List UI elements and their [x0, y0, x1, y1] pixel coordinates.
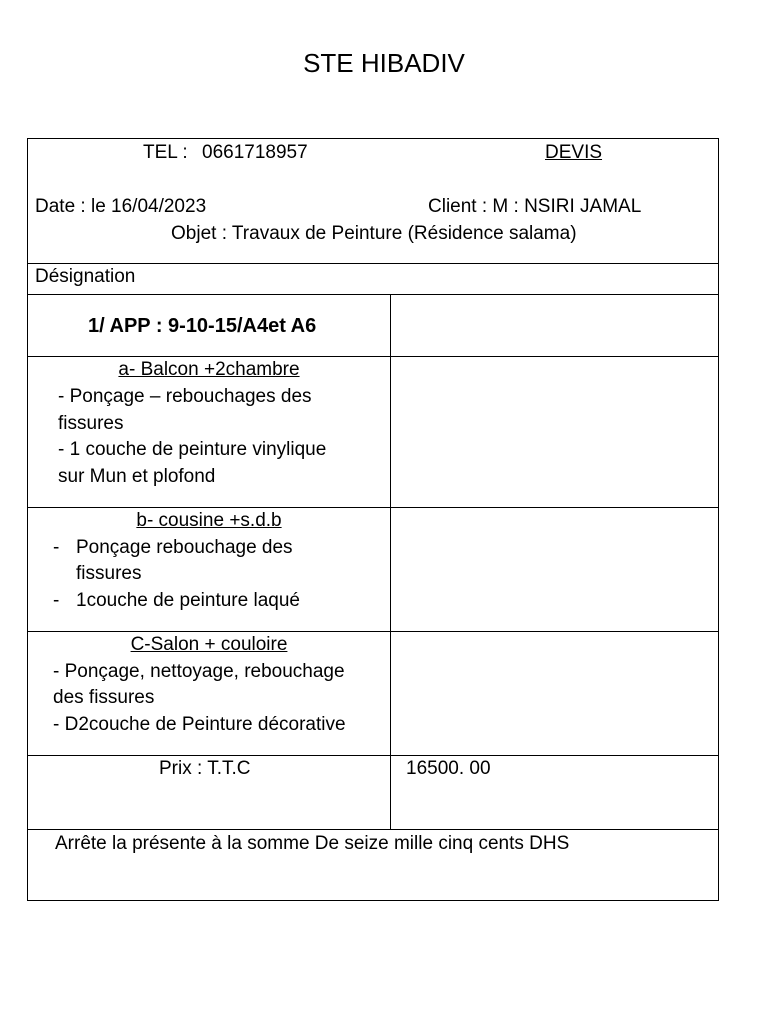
tel-value: 0661718957: [202, 142, 308, 163]
section-line: des fissures: [53, 687, 155, 708]
object-text: Objet : Travaux de Peinture (Résidence salama): [171, 223, 577, 244]
section-line: 1couche de peinture laqué: [76, 590, 300, 611]
section-title: b- cousine +s.d.b: [136, 510, 282, 531]
section-line: - D2couche de Peinture décorative: [53, 714, 346, 735]
price-label: Prix : T.T.C: [159, 758, 251, 779]
section-line: fissures: [76, 563, 142, 584]
doc-type: DEVIS: [545, 142, 603, 163]
section-line: - Ponçage, nettoyage, rebouchage: [53, 661, 345, 682]
item-dash: -: [53, 590, 60, 611]
section-line: - Ponçage – rebouchages des: [58, 386, 312, 407]
section-line: - 1 couche de peinture vinylique: [58, 439, 327, 460]
divider: [28, 829, 718, 830]
divider: [28, 294, 718, 295]
section-line: sur Mun et plofond: [58, 466, 216, 487]
company-name: STE HIBADIV: [303, 48, 465, 78]
price-value: 16500. 00: [406, 758, 491, 779]
tel-label: TEL :: [143, 142, 188, 163]
item-dash: -: [53, 537, 60, 558]
designation-label: Désignation: [35, 266, 136, 287]
section-line: fissures: [58, 413, 124, 434]
section-title: a- Balcon +2chambre: [118, 359, 300, 380]
client-text: Client : M : NSIRI JAMAL: [428, 196, 642, 217]
quote-table: [27, 138, 719, 901]
section-title: C-Salon + couloire: [130, 634, 288, 655]
total-words: Arrête la présente à la somme De seize mille cinq cents DHS: [55, 833, 570, 854]
divider: [28, 755, 718, 756]
column-divider: [390, 294, 391, 829]
date-text: Date : le 16/04/2023: [35, 196, 207, 217]
section-line: Ponçage rebouchage des: [76, 537, 293, 558]
app-title: 1/ APP : 9-10-15/A4et A6: [88, 315, 317, 337]
